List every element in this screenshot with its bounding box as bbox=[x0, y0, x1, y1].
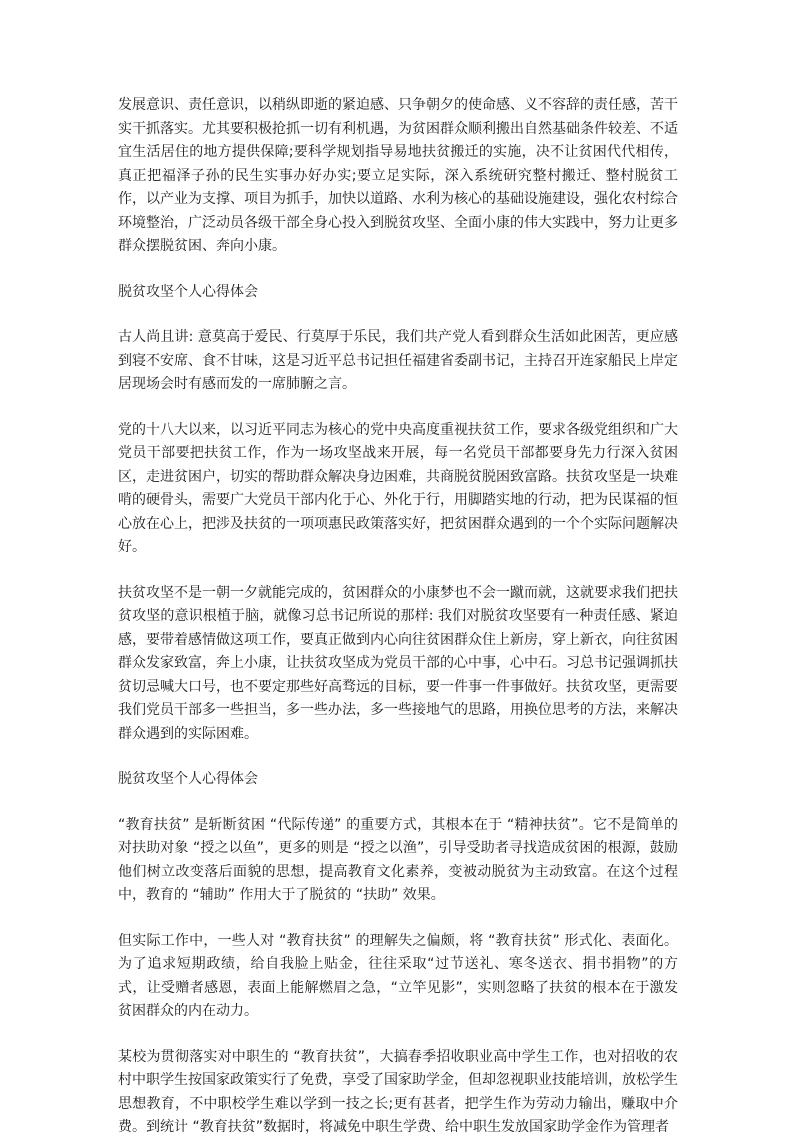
paragraph: 发展意识、责任意识，以稍纵即逝的紧迫感、只争朝夕的使命感、义不容辞的责任感，苦干实干抓落实。尤其要积极抢抓一切有利机遇，为贫困群众顺利搬出自然基础条件较差、不适宜生活居住的地方提供保障;要科学规划指导易地扶贫搬迁的实施，决不让贫困代代相传，真正把福泽子孙的民生实事办好办实;要立足实际，深入系统研究整村搬迁、整村脱贫工作，以产业为支撑、项目为抓手，加快以道路、水利为核心的基础设施建设，强化农村综合环境整治，广泛动员各级干部全身心投入到脱贫攻坚、全面小康的伟大实践中，努力让更多群众摆脱贫困、奔向小康。 bbox=[118, 97, 678, 254]
paragraph: 某校为贯彻落实对中职生的 “教育扶贫”，大搞春季招收职业高中学生工作，也对招收的农村中职学生按国家政策实行了免费，享受了国家助学金，但却忽视职业技能培训，放松学生思想教育，不中职校学生难以学到一技之长;更有甚者，把学生作为劳动力输出，赚取中介费。到统计 “教育扶贫”数据时，将减免中职生学费、给中职生发放国家助学金作为管理者 bbox=[118, 1048, 678, 1135]
paragraph: 古人尚且讲: 意莫高于爱民、行莫厚于乐民，我们共产党人看到群众生活如此困苦，更应感到寝不安席、食不甘味，这是习近平总书记担任福建省委副书记，主持召开连家船民上岸定居现场会时有感而发的一席肺腑之言。 bbox=[118, 329, 678, 392]
paragraph: 但实际工作中，一些人对 “教育扶贫” 的理解失之偏颇，将 “教育扶贫” 形式化、表面化。为了追求短期政绩，给自我脸上贴金，往往采取“过节送礼、寒冬送衣、捐书捐物”的方式，让受赠者感恩，表面上能解燃眉之急，“立竿见影”，实则忽略了扶贫的根本在于激发贫困群众的内在动力。 bbox=[118, 932, 678, 1019]
paragraph: 党的十八大以来，以习近平同志为核心的党中央高度重视扶贫工作，要求各级党组织和广大党员干部要把扶贫工作，作为一场攻坚战来开展，每一名党员干部都要身先力行深入贫困区，走进贫困户，切实的帮助群众解决身边困难，共商脱贫脱困致富路。扶贫攻坚是一块难啃的硬骨头，需要广大党员干部内化于心、外化于行，用脚踏实地的行动，把为民谋福的恒心放在心上，把涉及扶贫的一项项惠民政策落实好，把贫困群众遇到的一个个实际问题解决好。 bbox=[118, 421, 678, 555]
paragraph: 扶贫攻坚不是一朝一夕就能完成的，贫困群众的小康梦也不会一蹴而就，这就要求我们把扶贫攻坚的意识根植于脑，就像习总书记所说的那样: 我们对脱贫攻坚要有一种责任感、紧迫感，要带着感情做这项工作，要真正做到内心向往贫困群众住上新房，穿上新衣，向往贫困群众发家致富，奔上小康，让扶贫攻坚成为党员干部的心中事，心中石。习总书记强调抓扶贫切忌喊大口号，也不要定那些好高骛远的目标，要一件事一件事做好。扶贫攻坚，更需要我们党员干部多一些担当，多一些办法，多一些接地气的思路，用换位思考的方法，来解决群众遇到的实际困难。 bbox=[118, 584, 678, 742]
paragraph: “教育扶贫” 是斩断贫困 “代际传递” 的重要方式，其根本在于 “精神扶贫”。它不是简单的对扶助对象 “授之以鱼”，更多的则是 “授之以渔”，引导受助者寻找造成贫困的根源，鼓励他们树立改变落后面貌的思想，提高教育文化素养，变被动脱贫为主动致富。在这个过程中，教育的 “辅助” 作用大于了脱贫的 “扶助” 效果。 bbox=[118, 816, 678, 903]
section-heading: 脱贫攻坚个人心得体会 bbox=[118, 771, 258, 787]
section-heading: 脱贫攻坚个人心得体会 bbox=[118, 283, 258, 300]
